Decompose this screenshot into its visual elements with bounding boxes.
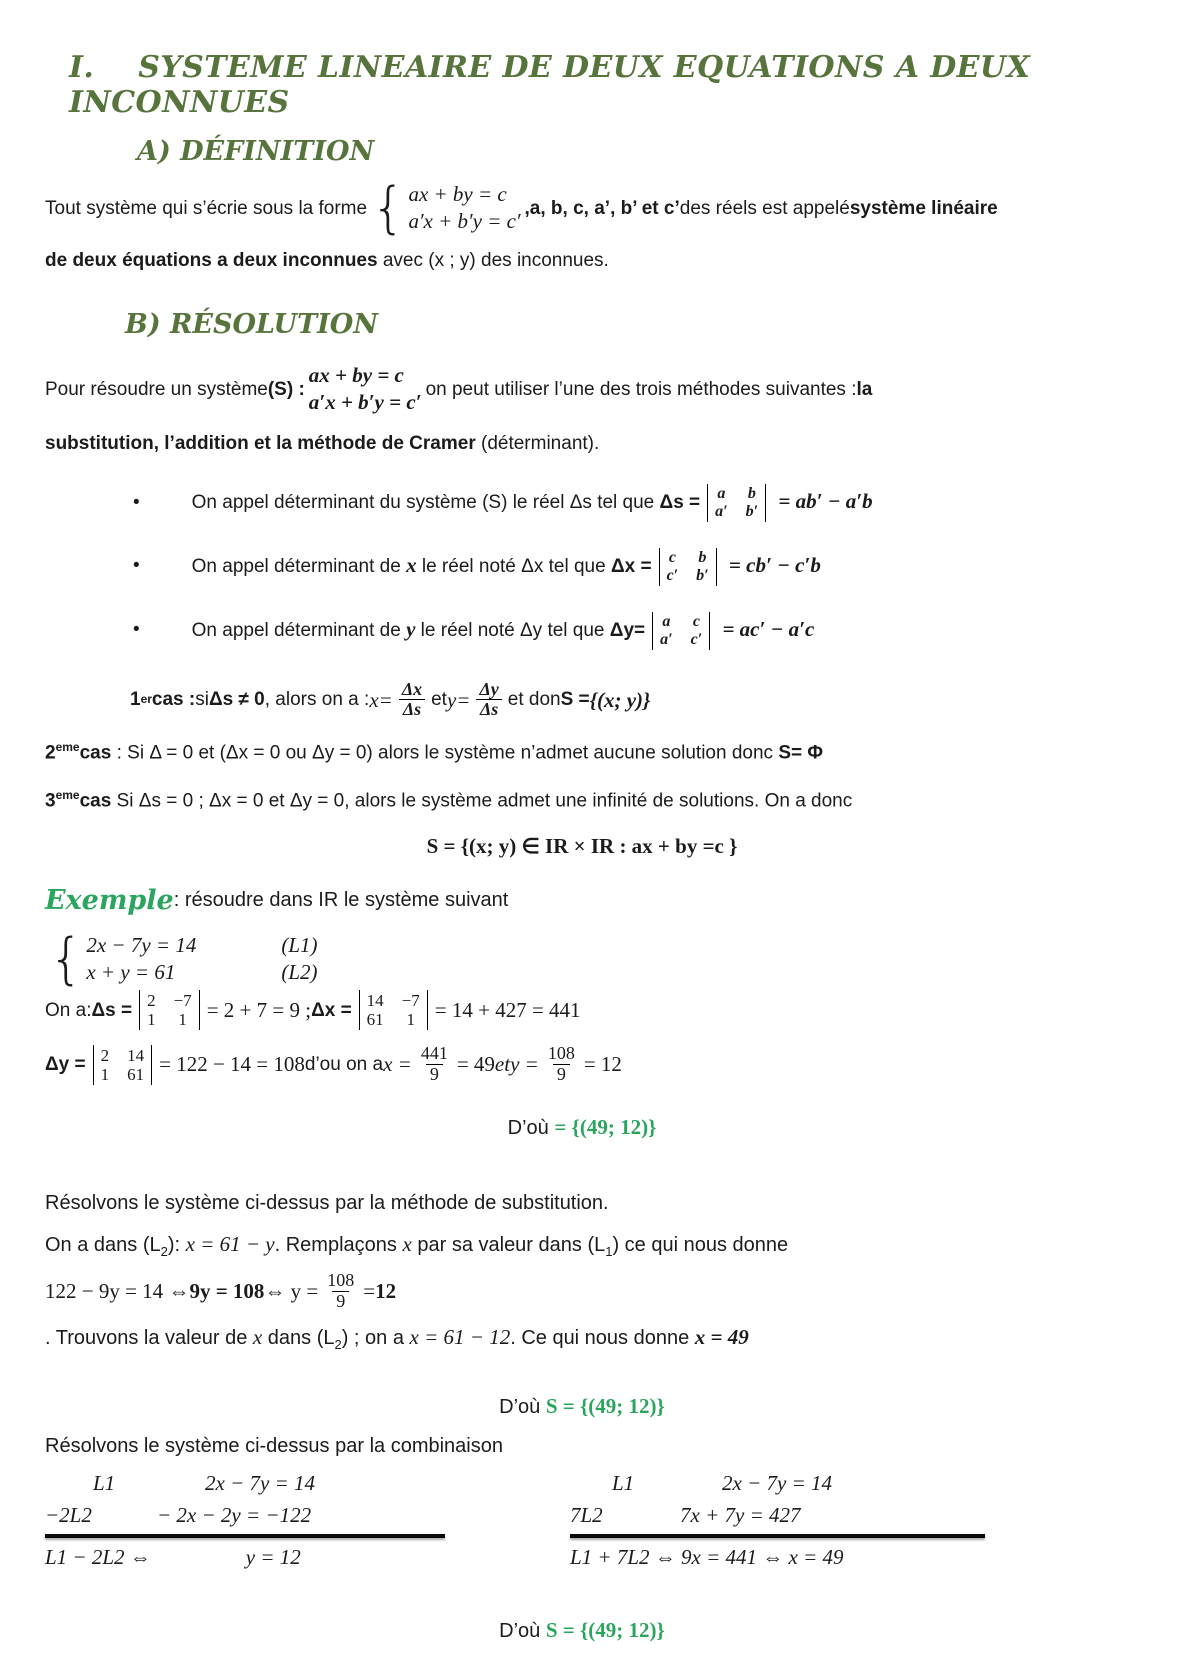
line-label: −2L2 bbox=[45, 1502, 92, 1527]
solution-set: {(x; y)} bbox=[589, 687, 651, 712]
fraction-denominator: 9 bbox=[426, 1064, 443, 1085]
text-run: (déterminant). bbox=[481, 432, 600, 454]
bullet-content bbox=[192, 548, 821, 586]
equation: 2x − 7y = 14 bbox=[722, 1471, 832, 1496]
title-text: SYSTEME LINEAIRE DE DEUX EQUATIONS A DEUX INCONNUES bbox=[69, 50, 1031, 120]
fraction-numerator: Δy bbox=[479, 678, 499, 699]
text-run: (S) : bbox=[267, 378, 305, 400]
math-var: x = bbox=[383, 1052, 412, 1077]
math-system bbox=[371, 175, 521, 241]
example-delta-y bbox=[45, 1044, 1119, 1085]
det-cell: a′ bbox=[660, 630, 673, 648]
combo-row bbox=[570, 1468, 1090, 1500]
system-lines bbox=[309, 362, 422, 417]
combo-row bbox=[45, 1468, 515, 1500]
subscript: 2 bbox=[160, 1243, 168, 1259]
text-run: et bbox=[494, 1052, 511, 1077]
det-cell: b′ bbox=[696, 566, 709, 584]
det-cell: 2 bbox=[100, 1045, 110, 1065]
text-run: D’où bbox=[499, 1619, 546, 1642]
delta-label: Δs = bbox=[91, 999, 133, 1021]
conclusion-line bbox=[45, 1394, 1119, 1419]
math-run: x = 61 − 12 bbox=[409, 1324, 511, 1349]
text-run: d’ou on a bbox=[304, 1053, 384, 1075]
text-run: cas bbox=[79, 742, 112, 764]
det-cell: b bbox=[747, 485, 756, 503]
math-var: x bbox=[369, 687, 379, 712]
delta-label: Δy= bbox=[609, 619, 646, 641]
det-cell: 14 bbox=[366, 991, 384, 1011]
det-cell: c bbox=[692, 612, 700, 630]
text-run: . Trouvons la valeur de bbox=[45, 1326, 253, 1349]
conclusion-line bbox=[45, 1115, 1119, 1140]
delta-label: Δx = bbox=[311, 999, 352, 1021]
heading-definition: A) DÉFINITION bbox=[137, 136, 375, 167]
determinant bbox=[139, 990, 200, 1030]
det-cell: 61 bbox=[366, 1010, 384, 1030]
substitution-section bbox=[45, 1188, 1119, 1354]
equation: 7x + 7y = 427 bbox=[680, 1502, 801, 1527]
text-run: : Si Δ = 0 et (Δx = 0 ou Δy = 0) alors le système n’admet aucune solution donc bbox=[111, 742, 779, 764]
text-run: On a dans (L bbox=[45, 1234, 161, 1256]
fraction bbox=[544, 1044, 579, 1085]
equation: y = 12 bbox=[245, 1545, 301, 1570]
case-1 bbox=[45, 680, 1119, 721]
det-result: = ac′ − a′c bbox=[717, 616, 815, 641]
det-result: = ab′ − a′b bbox=[773, 488, 873, 513]
sum-rule bbox=[570, 1534, 985, 1538]
det-cell: 1 bbox=[406, 1010, 415, 1030]
combination-intro bbox=[45, 1431, 1119, 1462]
text-run: ): bbox=[167, 1234, 186, 1256]
math-var: x bbox=[252, 1324, 263, 1349]
text-run: = 2 + 7 = 9 ; bbox=[206, 998, 312, 1023]
text-run: D’où bbox=[507, 1117, 555, 1139]
paragraph bbox=[45, 1188, 1119, 1219]
fraction bbox=[323, 1271, 358, 1312]
math-run: x = 49 bbox=[694, 1324, 749, 1349]
fraction-denominator: 9 bbox=[553, 1064, 570, 1085]
determinant bbox=[659, 548, 717, 586]
text-run: ) ce qui nous donne bbox=[612, 1234, 789, 1256]
system-line-2: a′x + b′y = c′ bbox=[308, 390, 422, 415]
title-numeral: I. bbox=[69, 50, 95, 85]
text-run: des réels est appelé bbox=[679, 197, 850, 219]
system-row bbox=[86, 959, 317, 986]
bullet-determinant-s bbox=[45, 484, 1119, 522]
text-run: = 14 + 427 = 441 bbox=[434, 998, 581, 1023]
line-label: 7L2 bbox=[570, 1502, 603, 1527]
equation: L1 + 7L2 ⇔ 9x = 441 ⇔ x = 49 bbox=[570, 1545, 844, 1570]
solution-set: {(x; y) ∈ IR × IR : ax + by =c } bbox=[460, 833, 738, 858]
paragraph bbox=[45, 1228, 1119, 1262]
det-cell: −7 bbox=[173, 991, 192, 1011]
equation: 2x − 7y = 14 bbox=[205, 1471, 315, 1496]
fraction bbox=[417, 1044, 452, 1085]
text-run: Résolvons le système ci-dessus par la méthode de substitution. bbox=[45, 1192, 609, 1214]
math-run: x = 61 − y bbox=[185, 1232, 275, 1256]
case-ordinal: er bbox=[140, 692, 152, 707]
text-run: S= Φ bbox=[778, 742, 823, 764]
text-run: = bbox=[378, 687, 393, 712]
text-run: . Ce qui nous donne bbox=[510, 1326, 695, 1349]
det-cell: 1 bbox=[100, 1064, 110, 1084]
text-run: = 12 bbox=[583, 1052, 622, 1077]
page-title bbox=[69, 50, 1119, 120]
bullet-icon: • bbox=[133, 491, 140, 513]
case-3 bbox=[45, 786, 1119, 816]
math-system bbox=[309, 362, 422, 417]
bullet-determinant-x bbox=[45, 548, 1119, 586]
line-label: L1 bbox=[612, 1471, 635, 1496]
det-cell: a bbox=[662, 612, 671, 630]
combo-row bbox=[570, 1500, 1090, 1532]
text-run: D’où bbox=[499, 1396, 546, 1419]
math-run: = bbox=[363, 1278, 376, 1303]
brace-glyph: { bbox=[49, 926, 84, 992]
text-run: cas : bbox=[151, 689, 196, 711]
det-cell: 1 bbox=[178, 1010, 187, 1030]
text-run: : résoudre dans IR le système suivant bbox=[173, 888, 509, 911]
bullet-content bbox=[192, 612, 815, 650]
fraction bbox=[475, 680, 502, 721]
resolution-intro bbox=[45, 362, 1119, 417]
combo-row bbox=[570, 1542, 1090, 1574]
math-run: 122 − 9y = 14 ⇔ bbox=[45, 1278, 190, 1303]
line-label: L1 bbox=[93, 1471, 116, 1496]
text-run: le réel noté Δx tel que bbox=[416, 555, 611, 577]
text-run: substitution, l’addition et la méthode de Cramer bbox=[45, 432, 481, 454]
det-cell: −7 bbox=[401, 991, 420, 1011]
text-run: on peut utiliser l’une des trois méthodes suivantes : bbox=[425, 378, 857, 400]
text-run: = 49 bbox=[456, 1052, 495, 1077]
case-number: 3 bbox=[45, 790, 56, 812]
text-run: par sa valeur dans (L bbox=[411, 1234, 606, 1256]
det-cell: b bbox=[698, 548, 707, 566]
text-run: On a: bbox=[45, 999, 92, 1021]
paragraph bbox=[45, 1271, 1119, 1312]
example-label: Exemple bbox=[45, 884, 174, 916]
text-run: = bbox=[456, 687, 471, 712]
text-run: et don bbox=[507, 689, 561, 711]
text-run: de deux équations a deux inconnues bbox=[45, 249, 383, 271]
system-line-2: x + y = 61 bbox=[86, 960, 176, 985]
det-cell: c′ bbox=[690, 630, 703, 648]
conclusion-line bbox=[45, 1618, 1119, 1643]
math-var: y = bbox=[510, 1052, 539, 1077]
line-label: (L1) bbox=[281, 932, 318, 957]
system-line-1: ax + by = c bbox=[408, 182, 507, 206]
system-lines bbox=[86, 932, 317, 987]
text-run: si bbox=[195, 689, 209, 711]
example-determinants bbox=[45, 990, 1119, 1030]
det-cell: 14 bbox=[127, 1045, 145, 1065]
combination-block bbox=[45, 1468, 1119, 1574]
case-number: 2 bbox=[45, 742, 56, 764]
math-var: y bbox=[446, 687, 457, 712]
text-run: système linéaire bbox=[849, 197, 998, 219]
combination-right bbox=[570, 1468, 1090, 1574]
system-line-1: ax + by = c bbox=[308, 363, 404, 388]
line-label: L1 − 2L2 ⇔ bbox=[45, 1545, 151, 1570]
heading-resolution: B) RÉSOLUTION bbox=[125, 309, 379, 341]
text-run: On appel déterminant de bbox=[191, 619, 407, 641]
det-result: = cb′ − c′b bbox=[723, 552, 821, 577]
determinant bbox=[359, 990, 428, 1030]
system-line-1: 2x − 7y = 14 bbox=[86, 932, 197, 957]
det-cell: a′ bbox=[715, 502, 728, 520]
det-cell: 1 bbox=[147, 1010, 156, 1030]
bullet-icon: • bbox=[133, 555, 140, 577]
math-system bbox=[49, 926, 318, 992]
bullet-content bbox=[192, 484, 873, 522]
solution-set: S = {(49; 12)} bbox=[545, 1394, 665, 1419]
text-run: ,a, b, c, a’, b’ et c’ bbox=[524, 197, 680, 219]
case-2 bbox=[45, 738, 1119, 768]
text-run: Résolvons le système ci-dessus par la combinaison bbox=[45, 1435, 503, 1458]
example-heading bbox=[45, 885, 1119, 916]
text-run: S = bbox=[426, 833, 461, 858]
system-row bbox=[86, 932, 317, 959]
det-cell: 2 bbox=[147, 991, 156, 1011]
text-run: = 122 − 14 = 108 bbox=[159, 1052, 305, 1077]
text-run: . Remplaçons bbox=[274, 1234, 403, 1256]
fraction-denominator: 9 bbox=[332, 1291, 349, 1312]
sum-rule bbox=[45, 1534, 445, 1538]
fraction-numerator: 108 bbox=[547, 1043, 575, 1064]
det-cell: c bbox=[668, 548, 676, 566]
math-run: 9y = 108 bbox=[189, 1278, 265, 1303]
example-system bbox=[45, 926, 1119, 992]
det-cell: a bbox=[717, 485, 726, 503]
case-ordinal: eme bbox=[55, 740, 80, 755]
fraction-numerator: 108 bbox=[327, 1269, 355, 1290]
bullet-icon: • bbox=[133, 619, 140, 641]
text-run: Pour résoudre un système bbox=[45, 378, 268, 400]
math-run: 12 bbox=[375, 1278, 397, 1303]
text-run: avec (x ; y) des inconnues. bbox=[382, 249, 609, 271]
resolution-intro-line2 bbox=[45, 429, 1119, 458]
text-run: cas bbox=[79, 790, 112, 812]
text-run: S = bbox=[560, 689, 590, 711]
fraction-denominator: Δs bbox=[476, 699, 502, 720]
det-cell: 61 bbox=[127, 1064, 145, 1084]
delta-label: Δy = bbox=[45, 1053, 86, 1075]
det-cell: b′ bbox=[745, 502, 759, 520]
determinant bbox=[93, 1045, 153, 1085]
subscript: 1 bbox=[605, 1243, 613, 1259]
delta-label: Δx = bbox=[610, 555, 652, 577]
definition-intro bbox=[45, 175, 1119, 241]
text-run: la bbox=[856, 378, 873, 400]
case-number: 1 bbox=[130, 689, 141, 711]
bullet-determinant-y bbox=[45, 612, 1119, 650]
equation: − 2x − 2y = −122 bbox=[157, 1502, 312, 1527]
line-label: (L2) bbox=[281, 960, 318, 985]
fraction bbox=[398, 680, 426, 721]
determinant bbox=[707, 484, 766, 522]
math-var: x bbox=[402, 1232, 412, 1256]
math-var: x bbox=[406, 552, 417, 577]
fraction-numerator: 441 bbox=[420, 1043, 448, 1064]
combo-row bbox=[45, 1500, 515, 1532]
text-run: et bbox=[431, 689, 447, 711]
det-cell: c′ bbox=[666, 566, 679, 584]
determinant bbox=[652, 612, 710, 650]
fraction-numerator: Δx bbox=[401, 678, 423, 699]
text-run: On appel déterminant de bbox=[191, 555, 407, 577]
math-var: y bbox=[406, 616, 416, 641]
combination-left bbox=[45, 1468, 515, 1574]
brace-glyph: { bbox=[371, 175, 406, 241]
solution-set: S = {(49; 12)} bbox=[545, 1617, 665, 1642]
text-run: ) ; on a bbox=[341, 1326, 410, 1349]
text-run: On appel déterminant du système (S) le réel Δs tel que bbox=[191, 491, 660, 513]
case-ordinal: eme bbox=[55, 787, 80, 802]
system-lines bbox=[408, 181, 520, 236]
text-run: Tout système qui s’écrie sous la forme bbox=[45, 197, 368, 219]
definition-intro-line2 bbox=[45, 246, 1119, 275]
combo-row bbox=[45, 1542, 515, 1574]
fraction-denominator: Δs bbox=[399, 699, 425, 720]
text-run: , alors on a : bbox=[264, 689, 370, 711]
solution-set-line bbox=[45, 834, 1119, 859]
math-run: ⇔ y = bbox=[264, 1278, 319, 1303]
text-run: le réel noté Δy tel que bbox=[415, 619, 610, 641]
text-run: Δs ≠ 0 bbox=[208, 689, 265, 711]
subscript: 2 bbox=[334, 1336, 342, 1352]
system-line-2: a′x + b′y = c′ bbox=[408, 209, 521, 234]
text-run: Si Δs = 0 ; Δx = 0 et Δy = 0, alors le système admet une infinité de solutions. On a donc bbox=[111, 790, 853, 812]
paragraph bbox=[45, 1321, 1119, 1355]
solution-set: = {(49; 12)} bbox=[554, 1115, 657, 1139]
text-run: dans (L bbox=[262, 1326, 335, 1349]
delta-label: Δs = bbox=[659, 491, 701, 513]
